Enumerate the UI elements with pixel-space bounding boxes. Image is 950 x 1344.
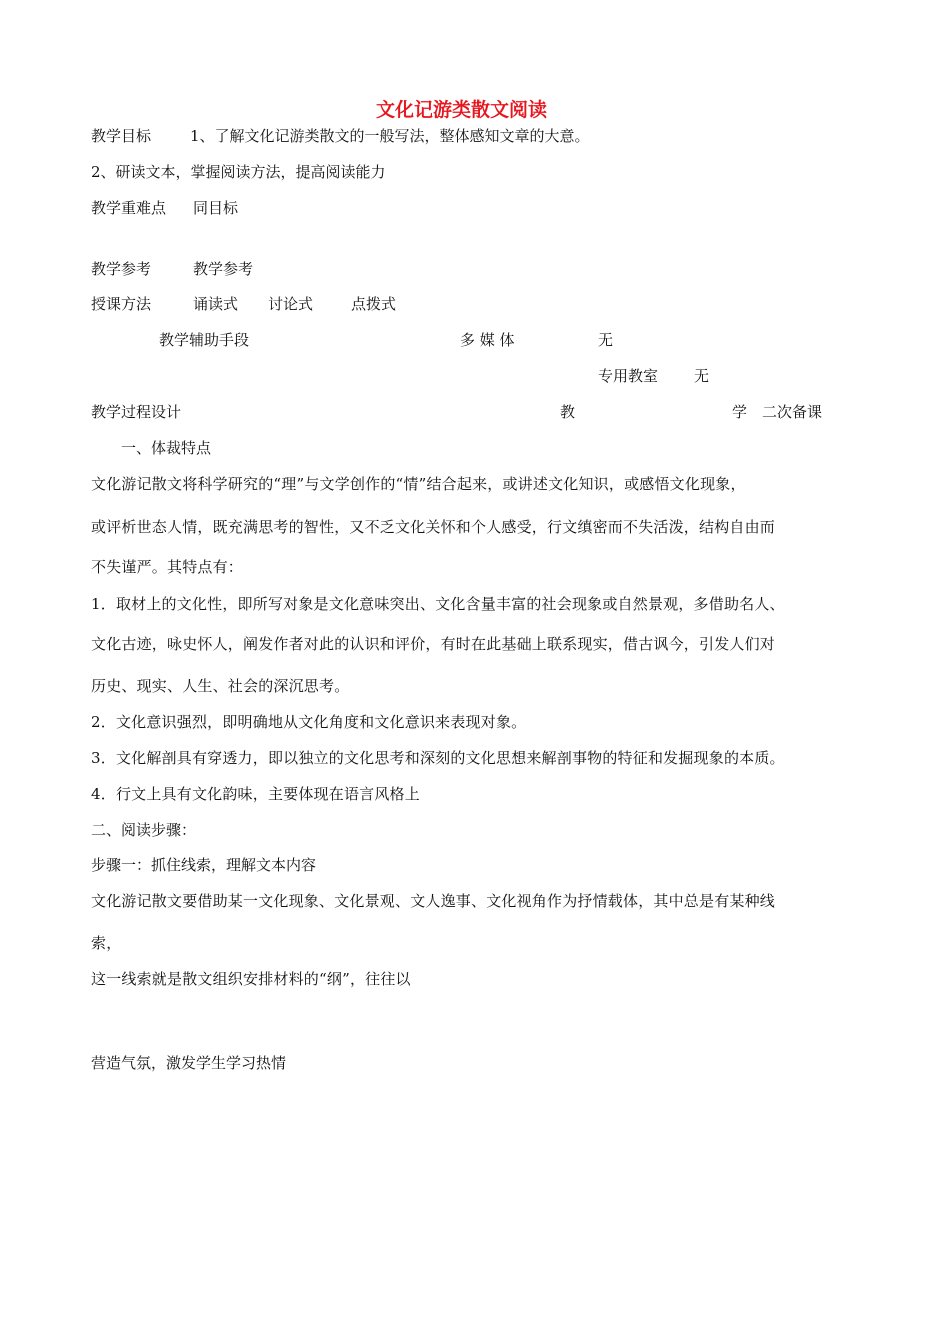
classroom-label: 专用教室 xyxy=(598,367,659,385)
point-3: 3．文化解剖具有穿透力，即以独立的文化思考和深刻的文化思想来解剖事物的特征和发掘现象的本质。 xyxy=(91,749,785,767)
step-1-heading: 步骤一：抓住线索，理解文本内容 xyxy=(91,856,317,874)
method-recitation: 诵读式 xyxy=(193,295,239,313)
objectives-label: 教学目标 xyxy=(91,127,152,145)
objective-1: 1、了解文化记游类散文的一般写法，整体感知文章的大意。 xyxy=(190,127,590,145)
section-heading-steps: 二、阅读步骤： xyxy=(91,821,197,839)
intro-line-3: 不失谨严。其特点有： xyxy=(91,558,244,576)
step-text-line-3: 这一线索就是散文组织安排材料的“纲”，往往以 xyxy=(91,970,411,988)
step-text-line-1: 文化游记散文要借助某一文化现象、文化景观、文人逸事、文化视角作为抒情载体，其中总是有某种线 xyxy=(91,892,776,910)
document-title: 文化记游类散文阅读 xyxy=(376,99,548,121)
objective-2: 2、研读文本，掌握阅读方法，提高阅读能力 xyxy=(91,163,386,181)
column-second-prep: 二次备课 xyxy=(762,403,823,421)
multimedia-label: 多 媒 体 xyxy=(460,331,515,349)
side-note: 营造气氛，激发学生学习热情 xyxy=(91,1054,287,1072)
multimedia-value: 无 xyxy=(598,331,614,349)
classroom-value: 无 xyxy=(694,367,710,385)
point-1-line-1: 1．取材上的文化性，即所写对象是文化意味突出、文化含量丰富的社会现象或自然景观，多借助名人、 xyxy=(91,595,785,613)
method-guidance: 点拨式 xyxy=(351,295,397,313)
section-heading-genre: 一、体裁特点 xyxy=(121,439,212,457)
process-label: 教学过程设计 xyxy=(91,403,182,421)
step-text-line-2: 索， xyxy=(91,934,122,952)
intro-line-2: 或评析世态人情，既充满思考的智性，又不乏文化关怀和个人感受，行文缜密而不失活泼，结构自由而 xyxy=(91,518,776,536)
point-4: 4．行文上具有文化韵味，主要体现在语言风格上 xyxy=(91,785,420,803)
method-label: 授课方法 xyxy=(91,295,152,313)
point-1-line-3: 历史、现实、人生、社会的深沉思考。 xyxy=(91,677,350,695)
column-teach: 教 xyxy=(560,403,576,421)
intro-line-1: 文化游记散文将科学研究的“理”与文学创作的“情”结合起来，或讲述文化知识，或感悟文化现象， xyxy=(91,475,746,493)
method-discussion: 讨论式 xyxy=(268,295,314,313)
aids-label: 教学辅助手段 xyxy=(159,331,250,349)
reference-value: 教学参考 xyxy=(193,260,254,278)
point-1-line-2: 文化古迹，咏史怀人，阐发作者对此的认识和评价，有时在此基础上联系现实，借古讽今，引发人们对 xyxy=(91,635,776,653)
reference-label: 教学参考 xyxy=(91,260,152,278)
point-2: 2．文化意识强烈，即明确地从文化角度和文化意识来表现对象。 xyxy=(91,713,527,731)
column-learn: 学 xyxy=(732,403,748,421)
difficulty-value: 同目标 xyxy=(193,199,239,217)
difficulty-label: 教学重难点 xyxy=(91,199,167,217)
